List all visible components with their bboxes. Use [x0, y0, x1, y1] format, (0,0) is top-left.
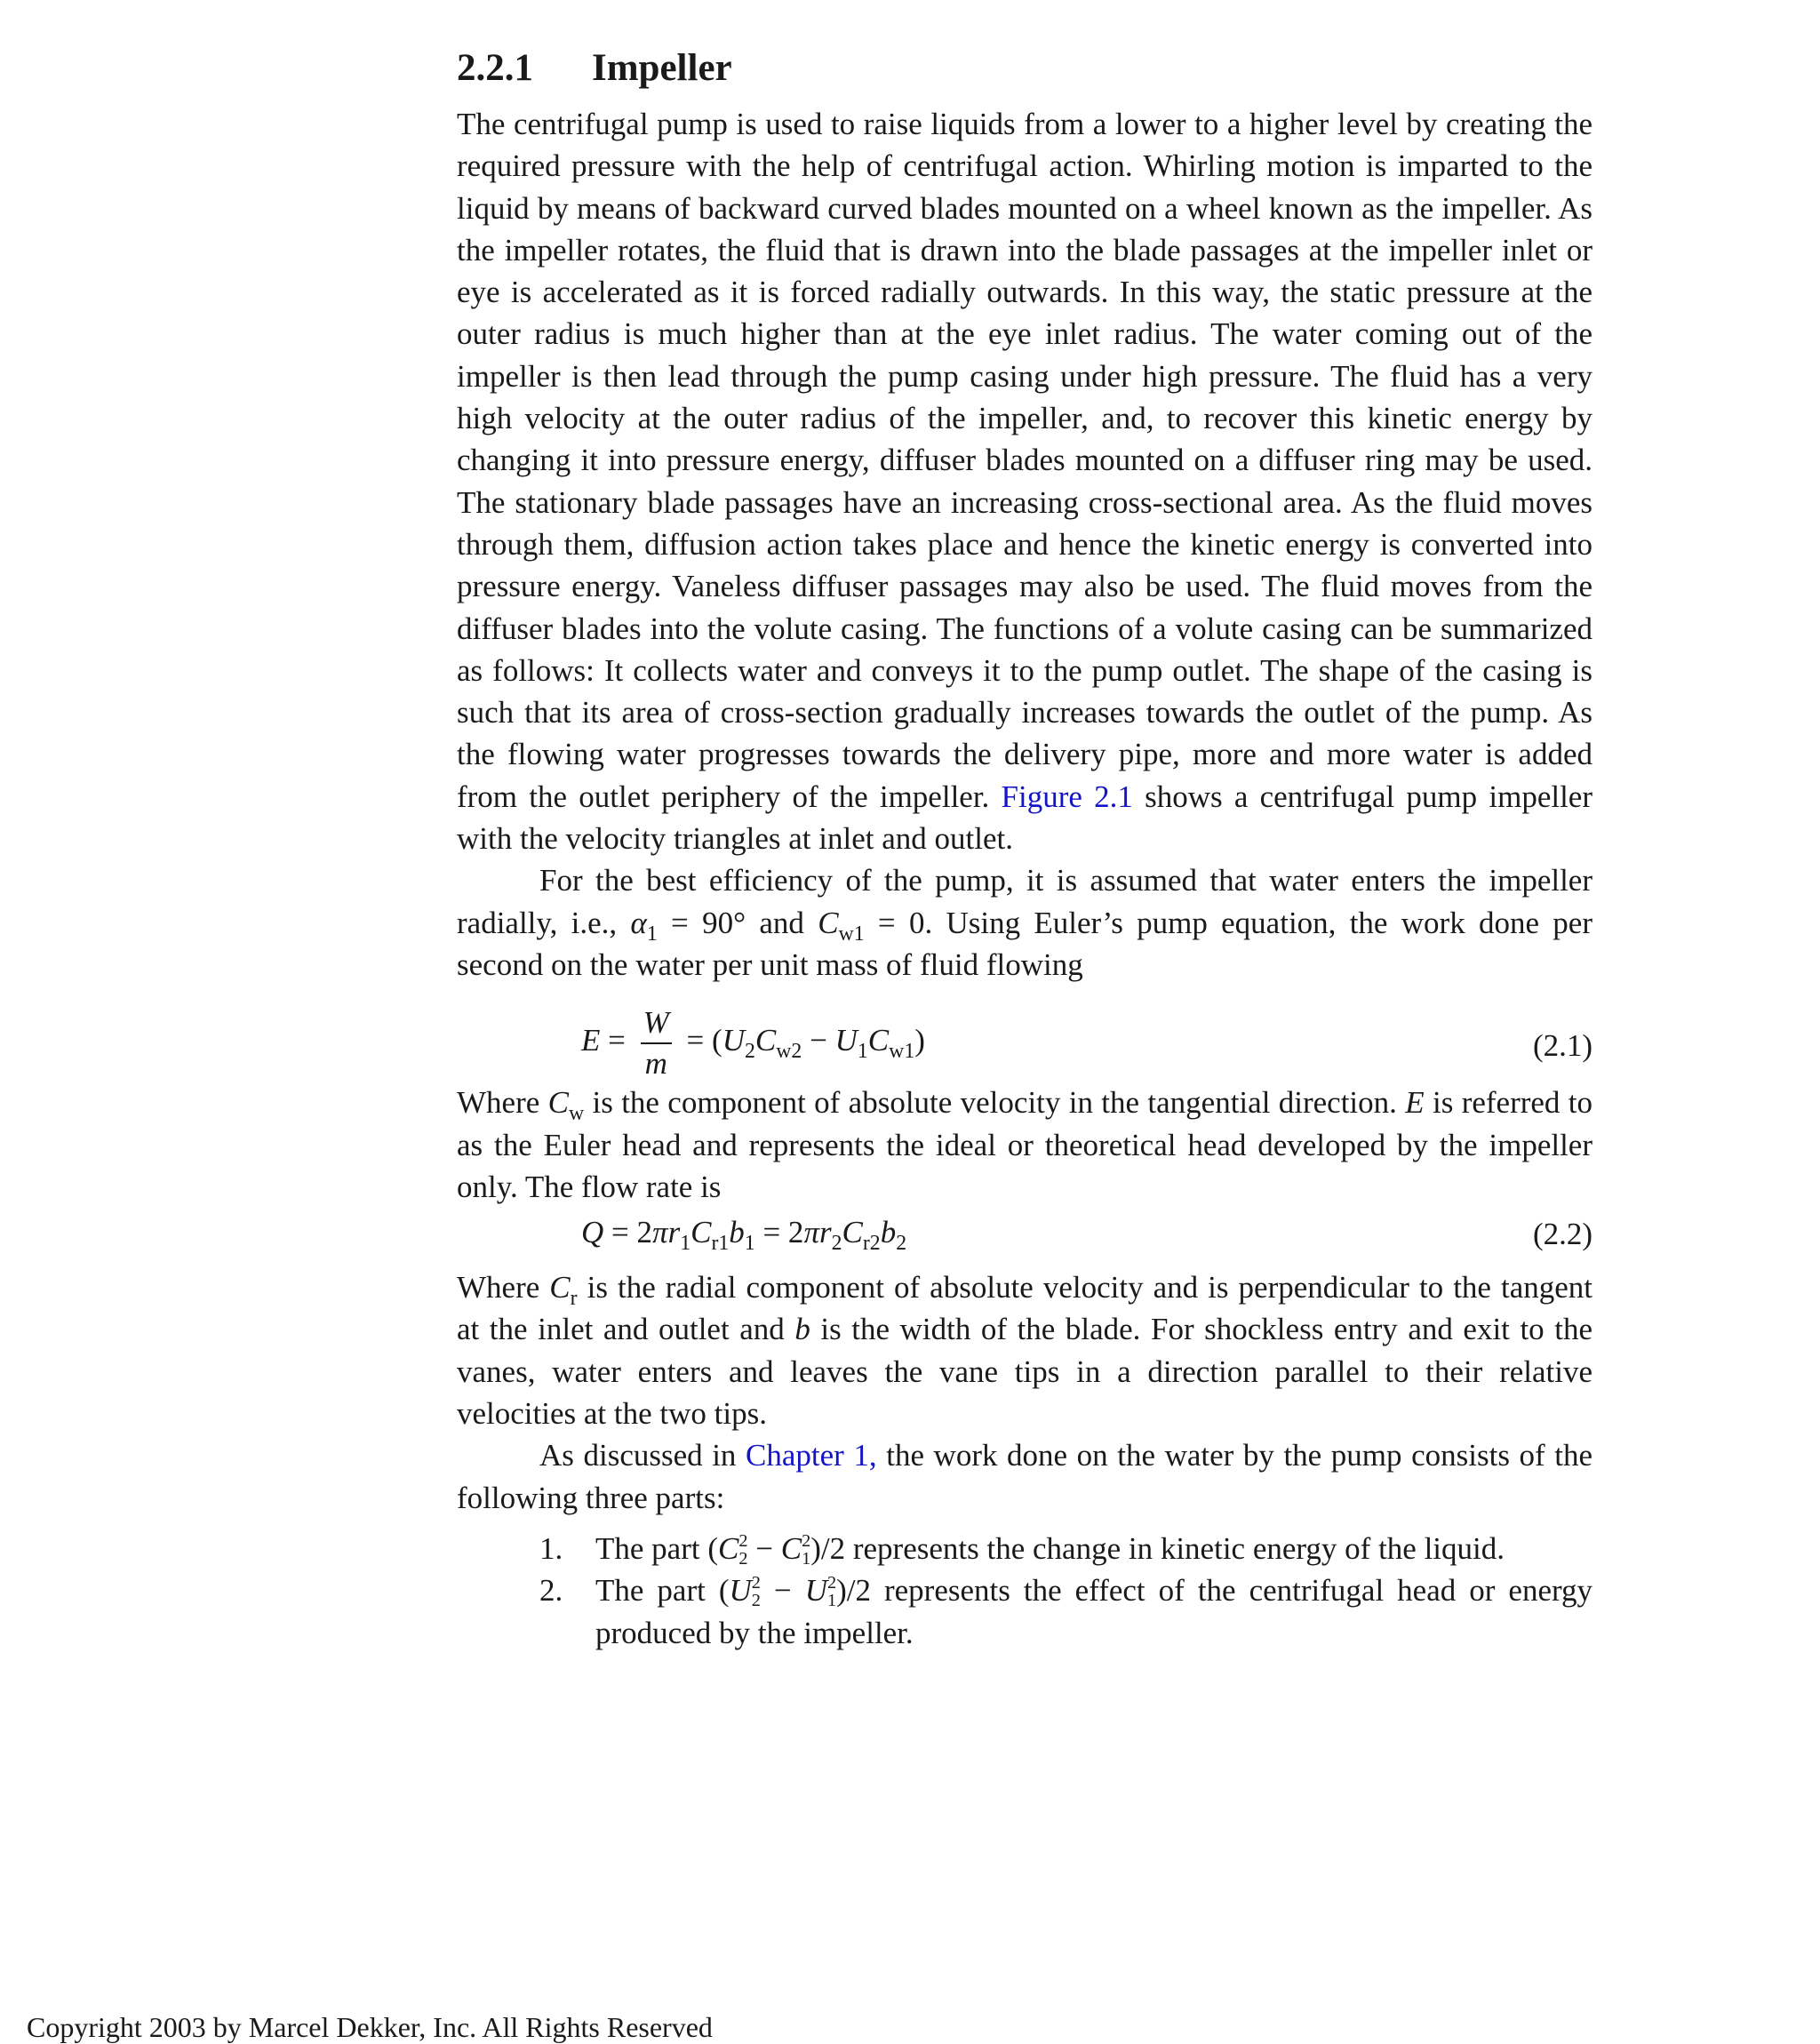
work-parts-list [457, 1528, 1592, 1654]
list-item [457, 1569, 1592, 1654]
alpha-symbol: α [630, 905, 647, 940]
eq2-q: Q [581, 1215, 604, 1250]
eq1-fraction [641, 1003, 672, 1083]
list-item-text-end: )/2 represents the effect of the centrifugal head or energy produced by the impeller. [595, 1573, 1593, 1650]
equation-2-2-body [581, 1215, 907, 1256]
cw-subscript: w1 [838, 922, 865, 946]
list-item-var: C [717, 1530, 739, 1566]
list-item-var: U [804, 1573, 827, 1609]
paragraph-4-text: is the radial component of absolute velocity and is perpendicular to the tangent at the inlet and outlet and [457, 1270, 1593, 1347]
eq2-r2-sub: 2 [831, 1232, 842, 1256]
cr-subscript: r [570, 1287, 578, 1311]
section-number: 2.2.1 [457, 47, 533, 89]
section-title: Impeller [592, 47, 732, 89]
paragraph-4-where: Where [457, 1270, 550, 1305]
subscript: 1 [802, 1548, 811, 1569]
eq1-c2-sub: w2 [776, 1040, 802, 1064]
eq1-equals-2: = ( [678, 1023, 722, 1058]
b-symbol: b [794, 1312, 810, 1347]
eq1-numerator: W [641, 1003, 672, 1044]
list-item-text: The part ( [595, 1530, 718, 1566]
paragraph-radial-component [457, 1266, 1592, 1434]
eq2-c2: C [842, 1215, 863, 1250]
eq1-c2: C [754, 1023, 777, 1058]
cr-symbol: C [549, 1270, 571, 1305]
cw-subscript-2: w [568, 1102, 585, 1126]
paragraph-work-done [457, 1434, 1592, 1519]
paragraph-euler-head [457, 1082, 1592, 1208]
list-item-var: C [780, 1530, 802, 1566]
equation-2-1 [457, 986, 1592, 1082]
paragraph-3-text-end: is referred to as the Euler head and represents the ideal or theoretical head developed by the impeller only. The flow rate is [457, 1085, 1592, 1204]
paragraph-4-text-end: is the width of the blade. For shockless entry and exit to the vanes, water enters and leaves the vane tips in a direction parallel to their relative velocities at the two tips. [457, 1312, 1592, 1432]
eq2-c2-sub: r2 [862, 1232, 881, 1256]
section-heading [457, 43, 1592, 94]
paragraph-2-text-end: = 0. Using Euler’s pump equation, the work done per second on the water per unit mass of fluid flowing [457, 905, 1592, 982]
alpha-subscript: 1 [646, 922, 658, 946]
list-item-text: The part ( [595, 1573, 730, 1609]
superscript: 2 [738, 1530, 748, 1551]
paragraph-3-text: is the component of absolute velocity in the tangential direction. [584, 1085, 1406, 1121]
paragraph-1-text: The centrifugal pump is used to raise liquids from a lower to a higher level by creating the required pressure with the help of centrifugal action. Whirling motion is imparted to the liquid by means of backward curved blades mounted on a wheel known as the impeller. As the impeller rotates, the fluid that is drawn into the blade passages at the impeller inlet or eye is accelerated as it is forced radially outwards. In this way, the static pressure at the outer radius is much higher than at the eye inlet radius. The water coming out of the impeller is then lead through the pump casing under high pressure. The fluid has a very high velocity at the outer radius of the impeller, and, to recover this kinetic energy by changing it into pressure energy, diffuser blades mounted on a diffuser ring may be used. The stationary blade passages have an increasing cross-sectional area. As the fluid moves through them, diffusion action takes place and hence the kinetic energy is converted into pressure energy. Vaneless diffuser passages may also be used. The fluid moves from the diffuser blades into the volute casing. The functions of a volute casing can be summarized as follows: It collects water and conveys it to the pump outlet. The shape of the casing is such that its area of cross-section gradually increases towards the outlet of the pump. As the flowing water progresses towards the delivery pipe, more and more water is added from the outlet periphery of the impeller. [457, 107, 1592, 814]
eq2-equals-2: = 2 [754, 1215, 804, 1250]
eq2-c1: C [690, 1215, 712, 1250]
subscript: 2 [738, 1548, 748, 1569]
list-item-text-end: )/2 represents the change in kinetic energy of the liquid. [810, 1530, 1505, 1566]
list-marker: 2. [539, 1573, 563, 1609]
list-item [457, 1528, 1592, 1569]
eq2-pi-r2: πr [803, 1215, 832, 1250]
eq1-u2-sub: 2 [744, 1040, 755, 1064]
equation-2-1-number: (2.1) [1532, 1028, 1592, 1064]
eq2-b2: b [880, 1215, 897, 1250]
eq2-b1: b [729, 1215, 745, 1250]
paragraph-5-text: As discussed in [539, 1438, 746, 1473]
copyright-footer: Copyright 2003 by Marcel Dekker, Inc. All Rights Reserved [27, 2011, 713, 2043]
equation-2-1-body [581, 1003, 925, 1083]
cw-symbol-2: C [547, 1085, 569, 1121]
page-content [457, 43, 1592, 1654]
eq1-close: ) [914, 1023, 925, 1058]
paragraph-2-text: For the best efficiency of the pump, it is assumed that water enters the impeller radially, i.e., [457, 863, 1592, 940]
list-item-supsub [827, 1574, 836, 1610]
eq2-b2-sub: 2 [896, 1232, 907, 1256]
list-item-minus: − [760, 1573, 805, 1609]
paragraph-centrifugal-pump [457, 103, 1592, 859]
e-symbol: E [1405, 1085, 1425, 1121]
subscript: 1 [826, 1591, 837, 1611]
list-item-supsub [738, 1532, 747, 1569]
equation-2-2 [457, 1208, 1592, 1266]
eq1-u1: U [834, 1023, 858, 1058]
eq1-minus: − [802, 1023, 835, 1058]
eq1-c1: C [867, 1023, 890, 1058]
eq2-equals-1: = 2 [603, 1215, 653, 1250]
eq2-c1-sub: r1 [711, 1232, 730, 1256]
paragraph-best-efficiency [457, 859, 1592, 986]
paragraph-1-text-end: shows a centrifugal pump impeller with the velocity triangles at inlet and outlet. [457, 778, 1592, 857]
subscript: 2 [751, 1591, 761, 1611]
eq2-pi-r1: πr [652, 1215, 681, 1250]
superscript: 2 [826, 1572, 837, 1593]
eq1-u2: U [722, 1023, 745, 1058]
chapter-1-link[interactable]: Chapter 1, [746, 1438, 877, 1473]
list-item-var: U [729, 1573, 752, 1609]
figure-2-1-link[interactable]: Figure 2.1 [1001, 778, 1133, 814]
eq2-r1-sub: 1 [680, 1232, 691, 1256]
cw-symbol: C [818, 905, 839, 940]
superscript: 2 [802, 1530, 811, 1551]
list-item-minus: − [747, 1530, 781, 1566]
eq1-u1-sub: 1 [857, 1040, 868, 1064]
paragraph-5-text-end: the work done on the water by the pump consists of the following three parts: [457, 1438, 1593, 1515]
eq1-equals-1: = [600, 1023, 634, 1058]
list-item-supsub [752, 1574, 761, 1610]
superscript: 2 [751, 1572, 761, 1593]
paragraph-2-text-mid: = 90° and [657, 905, 818, 940]
list-item-supsub [802, 1532, 810, 1569]
eq1-lhs: E [581, 1023, 601, 1058]
list-marker: 1. [539, 1530, 563, 1566]
eq2-b1-sub: 1 [744, 1232, 755, 1256]
paragraph-3-where: Where [457, 1085, 548, 1121]
eq1-c1-sub: w1 [889, 1040, 915, 1064]
equation-2-2-number: (2.2) [1532, 1217, 1592, 1252]
eq1-denominator: m [644, 1046, 667, 1082]
